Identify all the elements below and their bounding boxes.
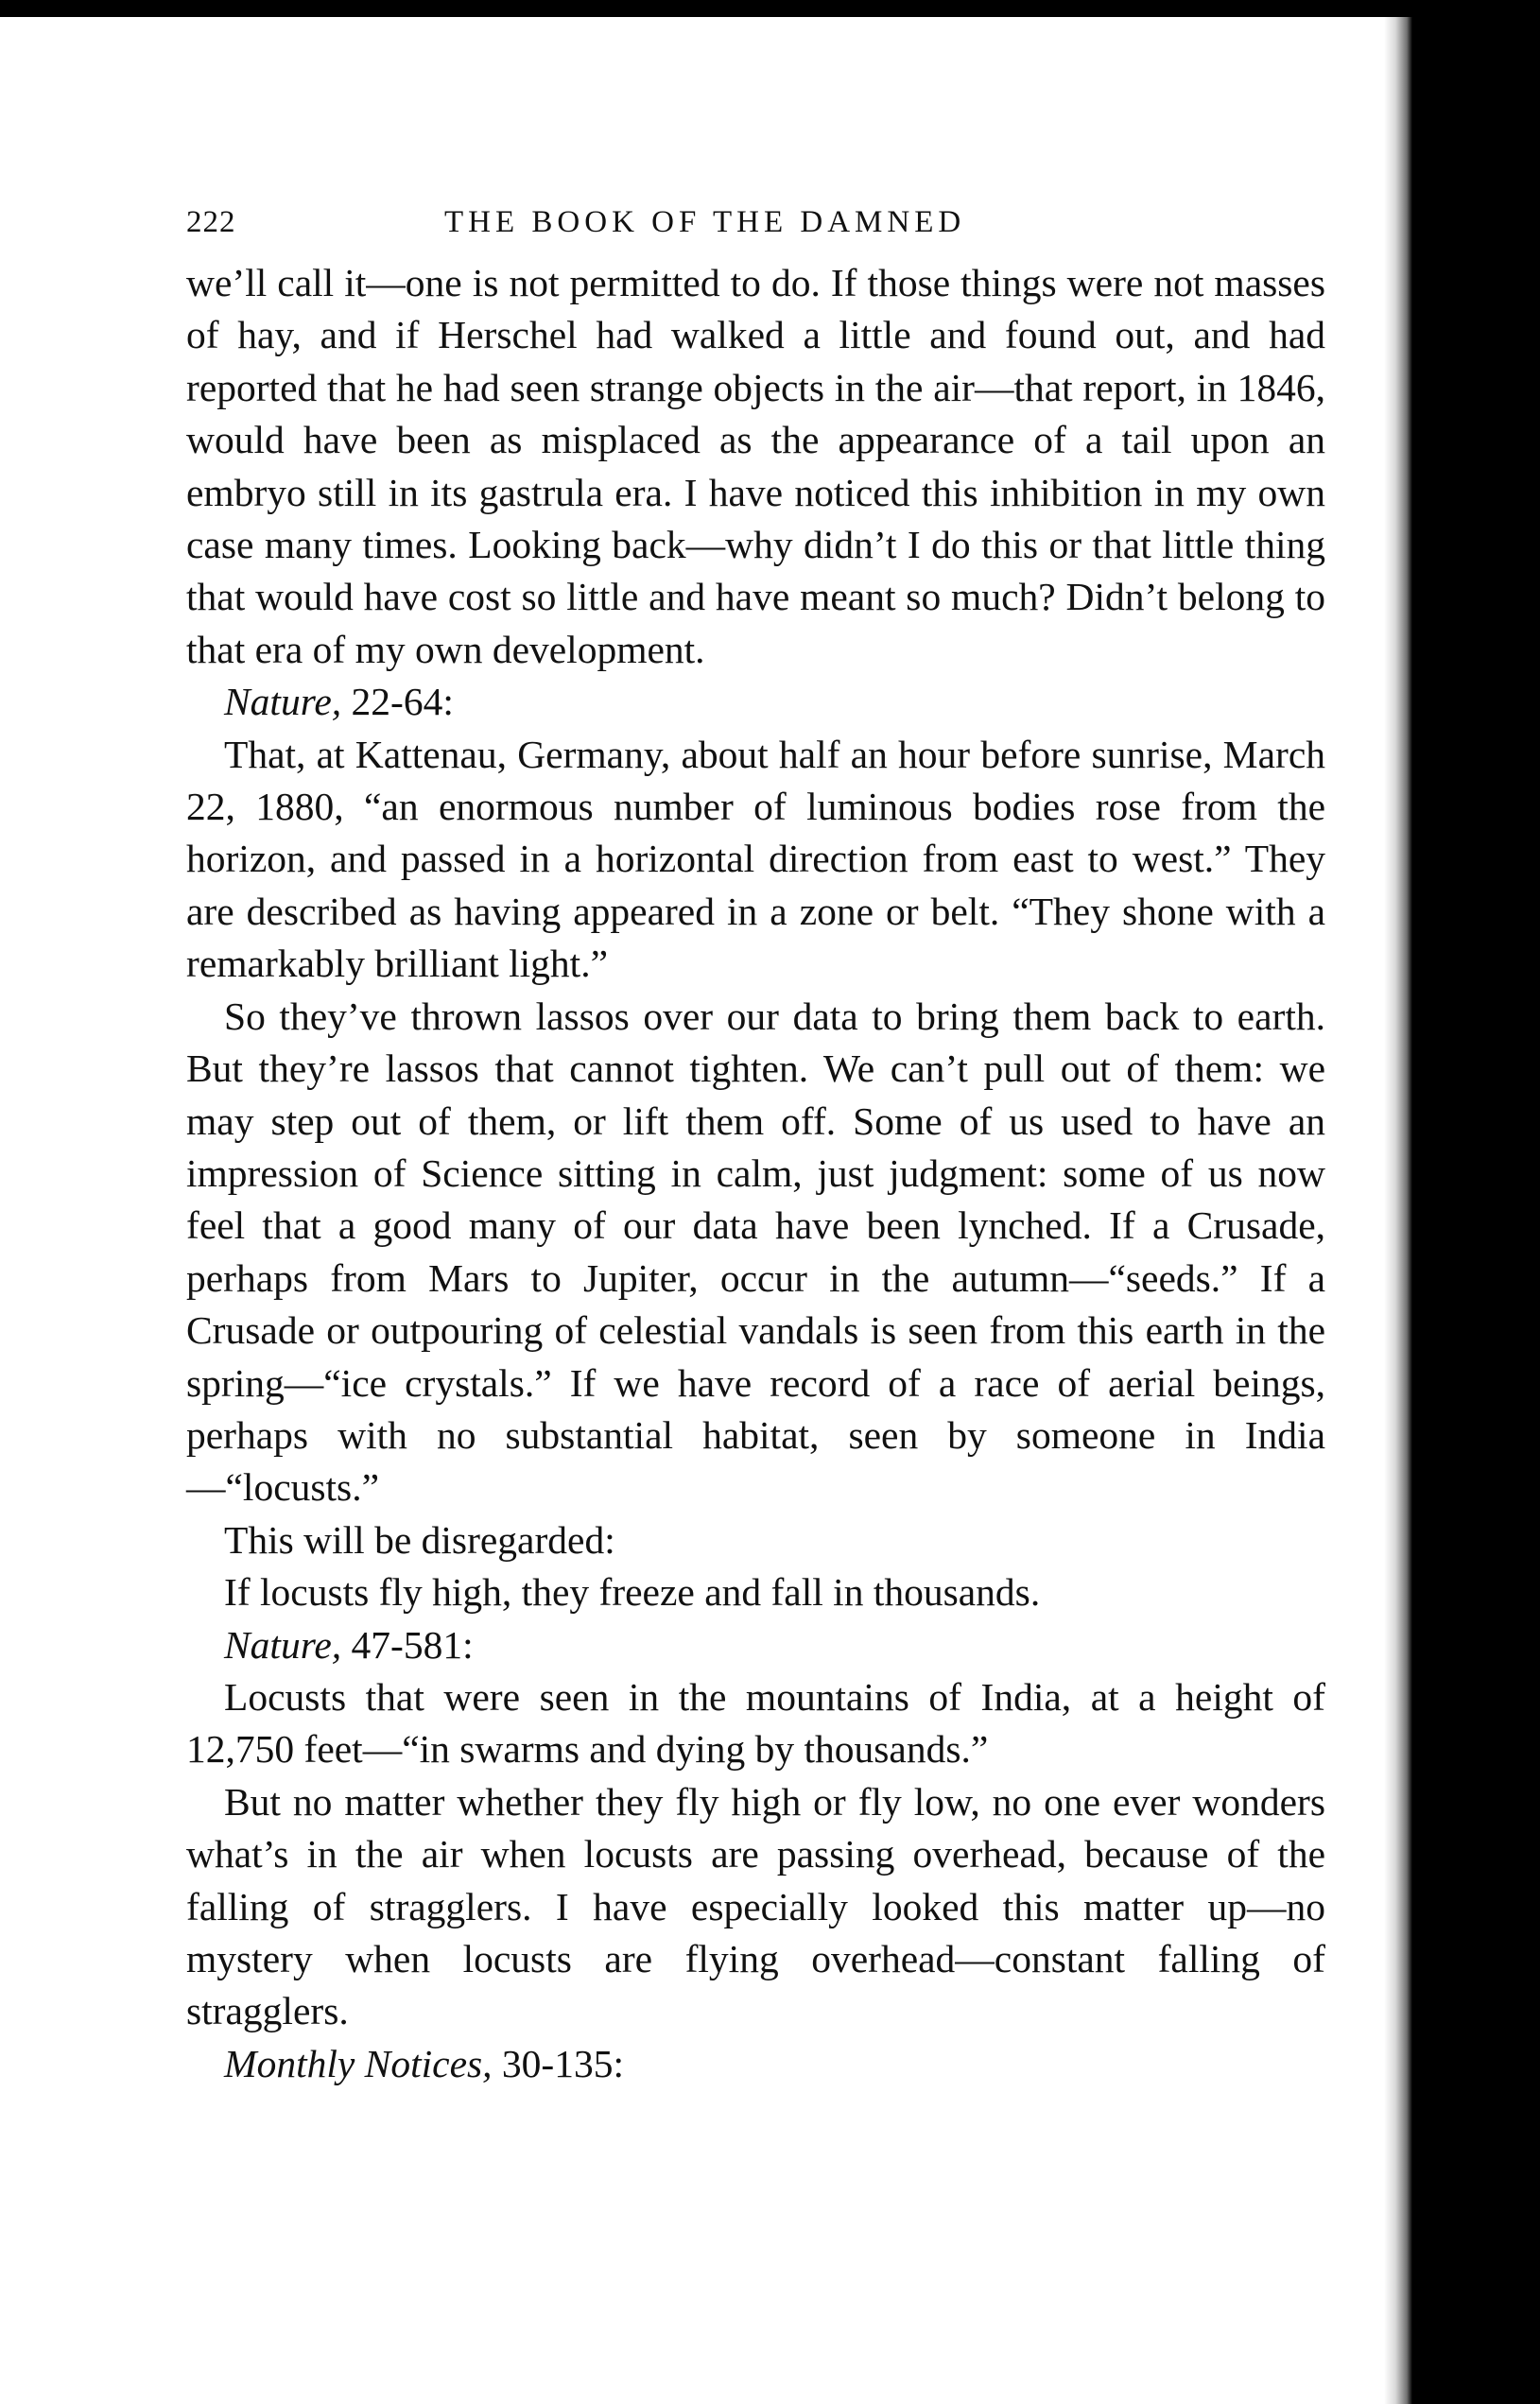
citation-source: Nature, xyxy=(224,1622,342,1667)
paragraph-stragglers: But no matter whether they fly high or fly low, no one ever wonders what’s in the air when locusts are passing overhead, because of the falling of stragglers. I have especially looked this matter up—no mystery when locusts are flying overhead—constant falling of stragglers. xyxy=(186,1779,1325,2033)
paragraph-hay-herschel: we’ll call it—one is not permitted to do. If those things were not masses of hay, and if Herschel had walked a little and found out, and had reported that he had seen strange objects in the air—that report, in 1846, would have been as misplaced as the appearance of a tail upon an embryo still in its gastrula era. I have noticed this inhibition in my own case many times. Looking back—why didn’t I do this or that little thing that would have cost so little and have meant so much? Didn’t belong to that era of my own development. xyxy=(186,261,1325,671)
citation-nature-22-64 xyxy=(186,676,1325,728)
citation-monthly-notices xyxy=(186,2038,1325,2090)
citation-reference: 22-64: xyxy=(351,680,454,724)
scan-edge-fringe xyxy=(1384,0,1412,2404)
citation-reference: 47-581: xyxy=(351,1622,474,1667)
page-body xyxy=(186,199,1325,2090)
paragraph-disregarded: This will be disregarded: xyxy=(224,1517,615,1562)
running-head xyxy=(186,199,1325,257)
citation-reference: 30-135: xyxy=(501,2041,625,2085)
paragraph-lassos: So they’ve thrown lassos over our data to bring them back to earth. But they’re lassos that cannot tighten. We can’t pull out of them: we may step out of them, or lift them off. Some of us used to have an impression of Science sitting in calm, just judgment: some of us now feel that a good many of our data have been lynched. If a Crusade, perhaps from Mars to Jupiter, occur in the autumn—“seeds.” If a Crusade or outpouring of celestial vandals is seen from this earth in the spring—“ice crystals.” If we have record of a race of aerial beings, perhaps with no substantial habitat, seen by someone in India—“locusts.” xyxy=(186,994,1325,1510)
paragraph-kattenau: That, at Kattenau, Germany, about half an hour before sunrise, March 22, 1880, “an enormous number of luminous bodies rose from the horizon, and passed in a horizontal direction from east to west.” They are described as having appeared in a zone or belt. “They shone with a remarkably brilliant light.” xyxy=(186,732,1325,986)
scan-right-edge xyxy=(1412,0,1540,2404)
page-number: 222 xyxy=(186,205,236,239)
paragraph-locusts-india: Locusts that were seen in the mountains of India, at a height of 12,750 feet—“in swarms and dying by thousands.” xyxy=(186,1674,1325,1772)
citation-source: Monthly Notices, xyxy=(224,2041,493,2085)
book-title: THE BOOK OF THE DAMNED xyxy=(444,205,966,239)
citation-nature-47-581 xyxy=(186,1619,1325,1671)
scan-top-shadow xyxy=(0,0,1540,17)
paragraph-locusts-freeze: If locusts fly high, they freeze and fall in thousands. xyxy=(224,1570,1041,1615)
citation-source: Nature, xyxy=(224,680,342,724)
